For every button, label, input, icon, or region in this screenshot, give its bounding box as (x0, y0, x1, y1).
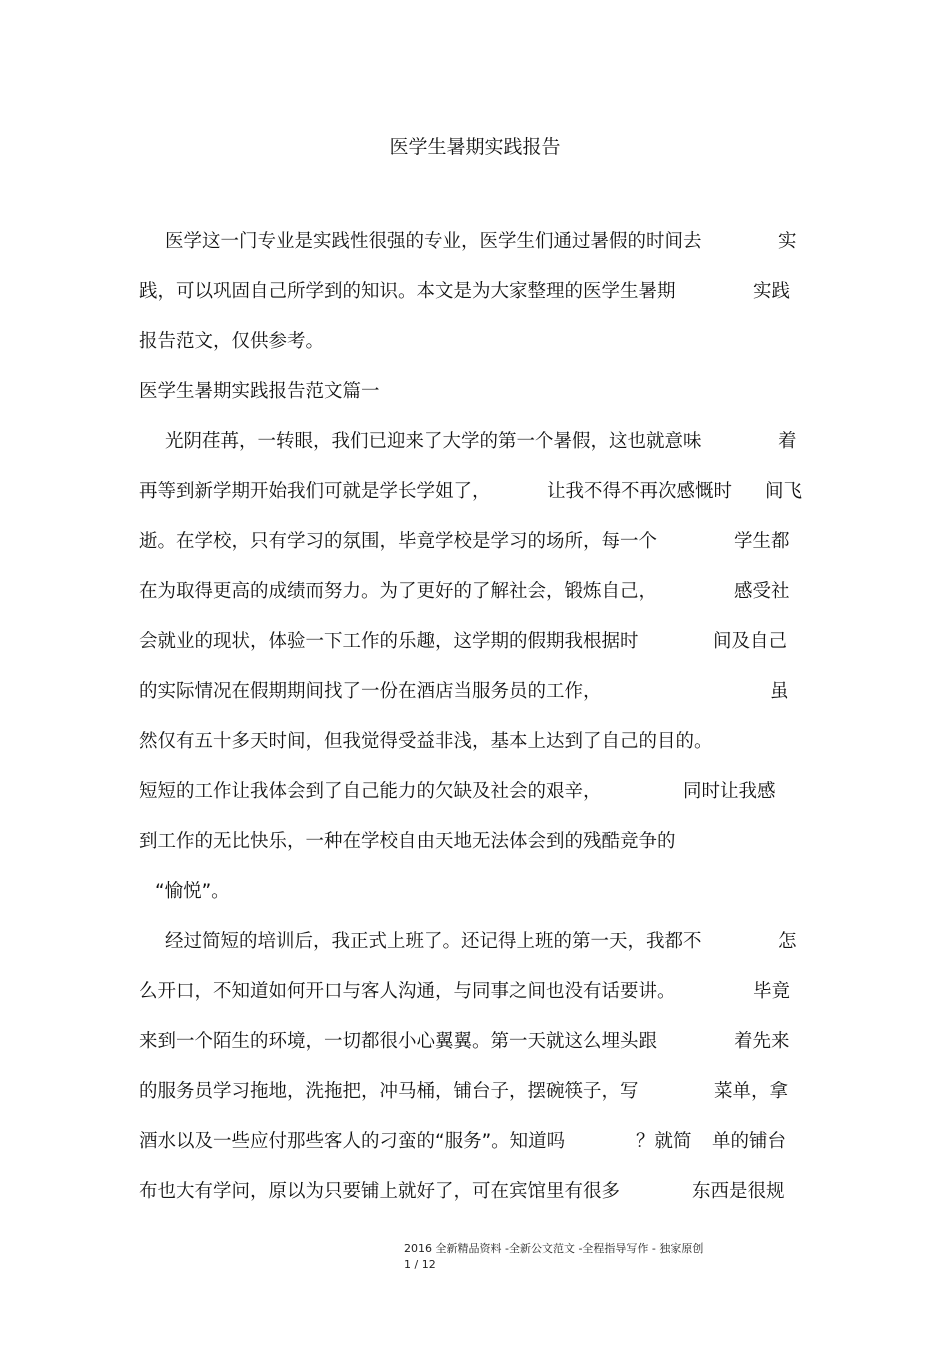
text-line: 医学这一门专业是实践性很强的专业，医学生们通过暑假的时间去 (165, 231, 702, 252)
text-line: 在为取得更高的成绩而努力。为了更好的了解社会，锻炼自己， (139, 581, 658, 602)
text-line: 让我不得不再次感慨时 (547, 481, 733, 502)
text-line: 来到一个陌生的环境，一切都很小心翼翼。第一天就这么埋头跟 (139, 1031, 658, 1052)
text-line: 的服务员学习拖地，洗拖把，冲马桶，铺台子，摆碗筷子，写 (139, 1081, 639, 1102)
text-line: “愉悦”。 (155, 881, 230, 902)
text-line: 光阴荏苒，一转眼，我们已迎来了大学的第一个暑假，这也就意味 (165, 431, 702, 452)
text-line: 然仅有五十多天时间，但我觉得受益非浅，基本上达到了自己的目的。 (139, 731, 713, 752)
text-line: 着 (778, 431, 797, 452)
text-line: 单的铺台 (712, 1131, 787, 1152)
text-line: 实 (778, 231, 797, 252)
text-line: 着先来 (734, 1031, 790, 1052)
footer-text: 2016 全新精品资料 -全新公文范文 -全程指导写作 - 独家原创 (404, 1242, 704, 1255)
text-line: 东西是很规 (692, 1181, 785, 1202)
text-line: 学生都 (734, 531, 790, 552)
section-heading: 医学生暑期实践报告范文篇一 (139, 381, 380, 402)
text-line: 同时让我感 (683, 781, 776, 802)
text-line: 经过简短的培训后，我正式上班了。还记得上班的第一天，我都不 (165, 931, 702, 952)
text-line: 践，可以巩固自己所学到的知识。本文是为大家整理的医学生暑期 (139, 281, 676, 302)
document-title: 医学生暑期实践报告 (389, 136, 561, 158)
text-line: 虽 (770, 681, 789, 702)
text-line: 实践 (753, 281, 791, 302)
text-line: 菜单，拿 (714, 1081, 789, 1102)
page-number: 1 / 12 (404, 1258, 436, 1271)
text-line: 到工作的无比快乐，一种在学校自由天地无法体会到的残酷竞争的 (139, 831, 676, 852)
text-line: 间及自己 (713, 631, 788, 652)
text-line: 短短的工作让我体会到了自己能力的欠缺及社会的艰辛， (139, 781, 602, 802)
text-line: 布也大有学问，原以为只要铺上就好了，可在宾馆里有很多 (139, 1181, 621, 1202)
text-line: 会就业的现状，体验一下工作的乐趣，这学期的假期我根据时 (139, 631, 639, 652)
text-line: ？就简 (636, 1131, 692, 1152)
text-line: 毕竟 (753, 981, 791, 1002)
text-line: 间飞 (765, 481, 803, 502)
text-line: 怎 (778, 931, 797, 952)
text-line: 么开口，不知道如何开口与客人沟通，与同事之间也没有话要讲。 (139, 981, 676, 1002)
text-line: 再等到新学期开始我们可就是学长学姐了， (139, 481, 491, 502)
text-line: 报告范文，仅供参考。 (139, 331, 325, 352)
text-line: 酒水以及一些应付那些客人的刁蛮的“服务”。知道吗 (139, 1131, 566, 1152)
text-line: 感受社 (734, 581, 790, 602)
text-line: 逝。在学校，只有学习的氛围，毕竟学校是学习的场所，每一个 (139, 531, 658, 552)
text-line: 的实际情况在假期期间找了一份在酒店当服务员的工作， (139, 681, 602, 702)
